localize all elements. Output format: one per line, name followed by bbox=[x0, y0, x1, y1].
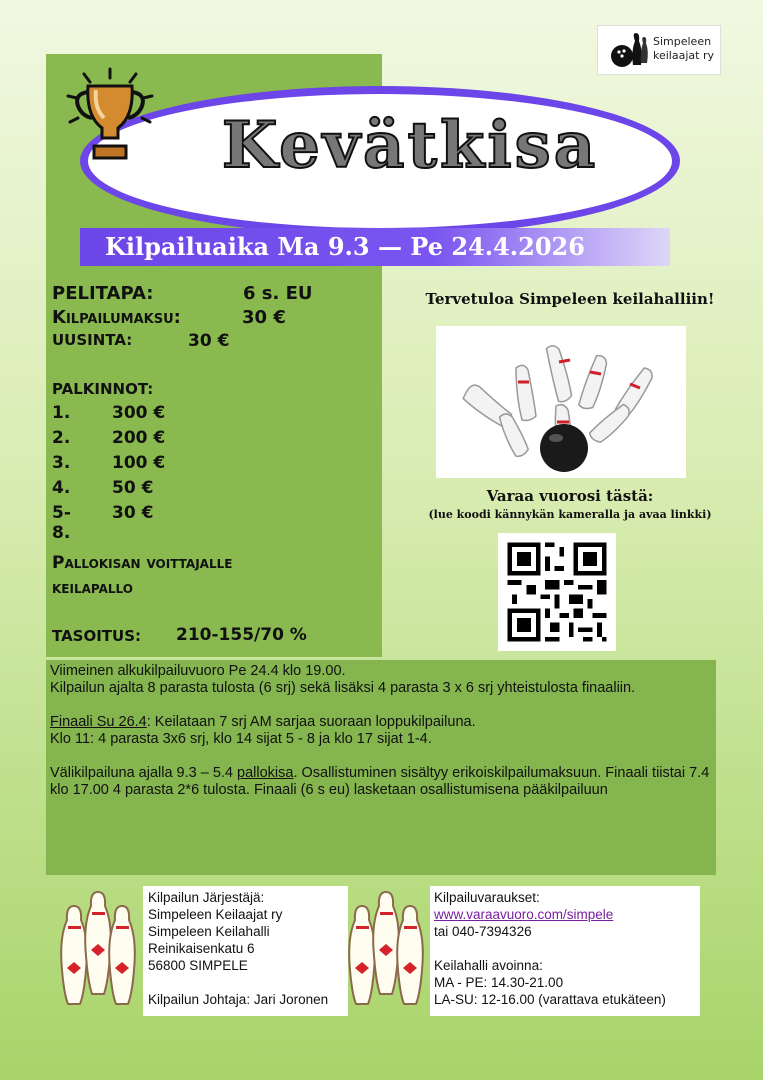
uusinta-label: UUSINTA: bbox=[52, 331, 133, 349]
tasoitus-label: TASOITUS: bbox=[52, 627, 142, 645]
prize-amount: 30 € bbox=[112, 503, 154, 523]
pelitapa-value: 6 s. EU bbox=[243, 283, 313, 304]
bowling-pins-right-icon bbox=[346, 888, 426, 1016]
organizer-street: Reinikaisenkatu 6 bbox=[148, 941, 255, 956]
club-logo bbox=[597, 25, 721, 75]
opening-hours-weekend: LA-SU: 12-16.00 (varattava etukäteen) bbox=[434, 992, 666, 1007]
competition-director: Kilpailun Johtaja: Jari Joronen bbox=[148, 992, 329, 1007]
info-paragraph-2 bbox=[50, 714, 710, 748]
prize-place: 2. bbox=[52, 428, 71, 448]
opening-hours-weekdays: MA - PE: 14.30-21.00 bbox=[434, 975, 564, 990]
results-rule: Kilpailun ajalta 8 parasta tulosta (6 srj) sekä lisäksi 4 parasta 3 x 6 srj yhteistulosta finaaliin. bbox=[50, 680, 636, 696]
reservation-phone: tai 040-7394326 bbox=[434, 924, 532, 939]
tasoitus-value: 210-155/70 % bbox=[176, 625, 307, 645]
logo-line1: Simpeleen bbox=[653, 35, 712, 48]
bowling-pins-image bbox=[436, 326, 686, 478]
maksu-label: Kilpailumaksu: bbox=[52, 307, 181, 328]
final-schedule: Klo 11: 4 parasta 3x6 srj, klo 14 sijat 5 - 8 ja klo 17 sijat 1-4. bbox=[50, 731, 432, 747]
pins-strike-icon bbox=[436, 326, 686, 478]
organizer-name: Simpeleen Keilaajat ry bbox=[148, 907, 283, 922]
info-text bbox=[50, 663, 710, 816]
pallokisa-line1: Pallokisan voittajalle bbox=[52, 553, 233, 573]
reservation-link[interactable]: www.varaavuoro.com/simpele bbox=[434, 907, 614, 922]
final-desc: : Keilataan 7 srj AM sarjaa suoraan loppukilpailuna. bbox=[146, 714, 476, 730]
organizer-city: 56800 SIMPELE bbox=[148, 958, 248, 973]
trophy-icon bbox=[62, 66, 162, 166]
welcome-text: Tervetuloa Simpeleen keilahalliin! bbox=[425, 290, 715, 308]
reserve-heading: Varaa vuorosi tästä: bbox=[486, 487, 654, 505]
prize-place: 5-8. bbox=[52, 503, 71, 543]
prize-amount: 300 € bbox=[112, 403, 166, 423]
last-round: Viimeinen alkukilpailuvuoro Pe 24.4 klo 19.00. bbox=[50, 663, 346, 679]
qr-code-icon bbox=[498, 533, 616, 651]
reservations-heading: Kilpailuvaraukset: bbox=[434, 890, 540, 905]
pallokisa-line2: keilapallo bbox=[52, 578, 133, 598]
prize-amount: 50 € bbox=[112, 478, 154, 498]
bowling-pins-left-icon bbox=[58, 888, 138, 1016]
reserve-instruction: (lue koodi kännykän kameralla ja avaa linkki) bbox=[428, 508, 712, 521]
logo-line2: keilaajat ry bbox=[653, 49, 714, 62]
ball-contest-intro: Välikilpailuna ajalla 9.3 – 5.4 bbox=[50, 765, 238, 781]
uusinta-value: 30 € bbox=[188, 331, 230, 351]
info-paragraph-1 bbox=[50, 663, 710, 697]
date-banner bbox=[80, 228, 670, 266]
prize-place: 1. bbox=[52, 403, 71, 423]
page-title: Kevätkisa bbox=[221, 108, 599, 183]
qr-code[interactable] bbox=[498, 533, 616, 651]
organizer-heading: Kilpailun Järjestäjä: bbox=[148, 890, 265, 905]
pelitapa-label: PELITAPA: bbox=[52, 283, 154, 304]
final-label: Finaali Su 26.4 bbox=[50, 714, 147, 730]
info-paragraph-3 bbox=[50, 765, 710, 799]
ball-contest-label: pallokisa bbox=[237, 765, 294, 781]
ball-contest-desc: . Osallistuminen sisältyy erikoiskilpailumaksuun. Finaali tiistai 7.4 klo 17.00 4 parasta 2*6 tulosta. Finaali (6 s eu) lasketaan osallistumisena pääkilpailuun bbox=[50, 765, 710, 798]
bowling-logo-icon bbox=[606, 31, 650, 69]
banner-text: Kilpailuaika Ma 9.3 — Pe 24.4.2026 bbox=[105, 232, 585, 261]
maksu-value: 30 € bbox=[242, 307, 286, 328]
reservations-box bbox=[430, 886, 700, 1016]
prize-place: 4. bbox=[52, 478, 71, 498]
opening-hours-heading: Keilahalli avoinna: bbox=[434, 958, 543, 973]
prize-place: 3. bbox=[52, 453, 71, 473]
palkinnot-label: PALKINNOT: bbox=[52, 380, 154, 398]
organizer-info bbox=[148, 889, 328, 1008]
organizer-hall: Simpeleen Keilahalli bbox=[148, 924, 270, 939]
reservations-info bbox=[434, 889, 666, 1008]
organizer-box bbox=[143, 886, 348, 1016]
logo-text bbox=[653, 35, 714, 63]
prize-amount: 200 € bbox=[112, 428, 166, 448]
prize-amount: 100 € bbox=[112, 453, 166, 473]
